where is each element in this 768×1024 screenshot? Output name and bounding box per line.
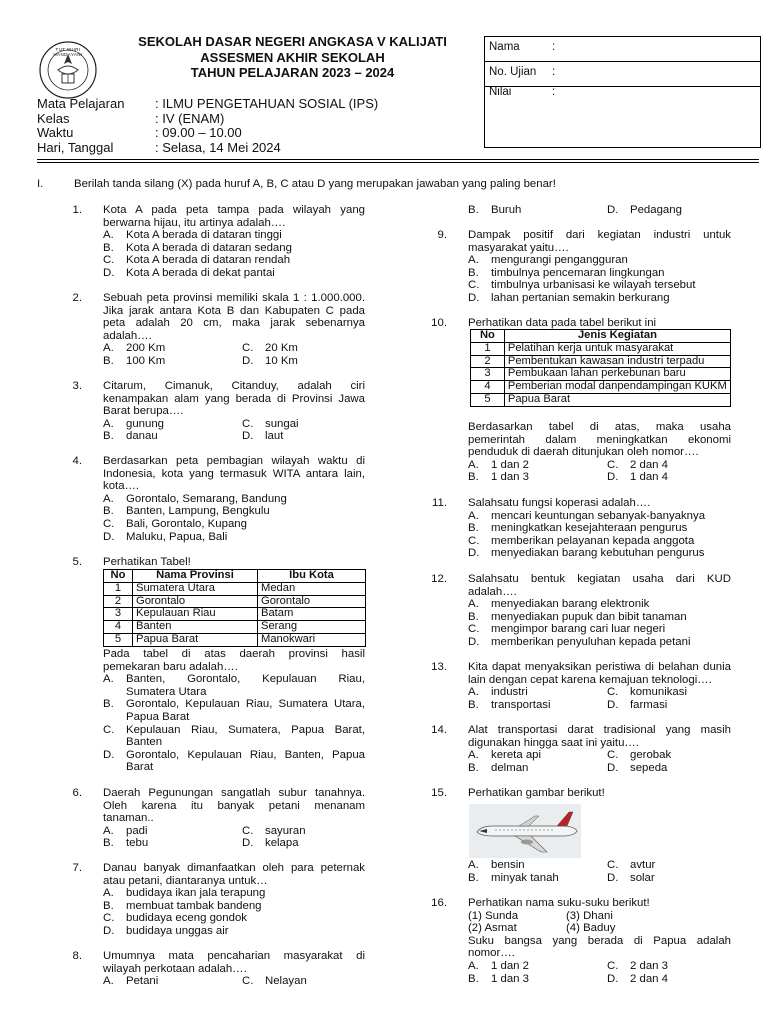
option-text[interactable]: laut <box>265 430 284 443</box>
table-header-row <box>471 330 731 343</box>
table-cell: 5 <box>471 393 505 406</box>
option-letter[interactable]: D. <box>607 204 619 216</box>
option-letter[interactable]: B. <box>468 761 479 774</box>
option-text[interactable]: mengurangi pengangguran <box>491 254 628 267</box>
option-text[interactable]: Sumatera Utara <box>126 685 207 698</box>
question-text: Danau banyak dimanfaatkan oleh para peternak <box>103 862 365 874</box>
meta-label: Hari, Tanggal <box>37 139 114 155</box>
option-text[interactable]: Barat <box>126 761 154 774</box>
question-text: digunakan hingga saat ini yaitu…. <box>468 736 639 749</box>
question-text: Kita dapat menyaksikan peristiwa di belahan dunia <box>468 661 731 673</box>
table-cell: 1 <box>104 582 133 595</box>
option-text[interactable]: Papua Barat <box>126 711 190 723</box>
table-header: No <box>471 330 505 343</box>
option-letter[interactable]: D. <box>468 547 480 560</box>
option-letter[interactable]: A. <box>103 824 114 837</box>
option-letter[interactable]: C. <box>607 960 619 972</box>
option-text[interactable]: komunikasi <box>630 686 687 699</box>
option-text[interactable]: Pedagang <box>630 204 682 216</box>
table-cell: Pemberian modal danpendampingan KUKM <box>504 381 730 394</box>
option-letter[interactable]: D. <box>242 837 254 850</box>
option-text[interactable]: Kota A berada di dataran sedang <box>126 241 292 254</box>
table-row <box>104 621 366 634</box>
option-text[interactable]: avtur <box>630 859 656 871</box>
option-letter[interactable]: A. <box>468 859 479 871</box>
question-text: kenampakan alam yang berada di Provinsi Jawa <box>103 392 365 405</box>
option-text[interactable]: mencari keuntungan sebanyak-banyaknya <box>491 509 706 522</box>
question-text: pemekaran baru adalah…. <box>103 660 238 673</box>
table-cell: 3 <box>471 368 505 381</box>
option-text[interactable]: menyediakan barang kebutuhan pengurus <box>491 547 705 560</box>
question-text: wilayah perkotaan adalah…. <box>103 962 247 975</box>
option-text[interactable]: Bali, Gorontalo, Kupang <box>126 518 247 530</box>
option-letter[interactable]: B. <box>103 505 114 518</box>
academic-year: TAHUN PELAJARAN 2023 – 2024 <box>190 65 395 80</box>
option-text[interactable]: sungai <box>265 417 299 430</box>
option-letter[interactable]: D. <box>607 871 619 884</box>
option-letter[interactable]: C. <box>607 458 619 471</box>
option-letter[interactable]: A. <box>103 887 114 900</box>
option-letter[interactable]: B. <box>103 355 114 367</box>
option-text[interactable]: kereta api <box>491 749 542 762</box>
table-header: Nama Provinsi <box>133 570 258 583</box>
meta-value: : ILMU PENGETAHUAN SOSIAL (IPS) <box>155 96 379 111</box>
option-text[interactable]: 2 dan 4 <box>630 972 669 985</box>
option-text[interactable]: solar <box>630 871 655 884</box>
option-text[interactable]: farmasi <box>630 698 668 711</box>
option-letter[interactable]: D. <box>607 698 619 711</box>
question-text: Dampak positif dari kegiatan industri untuk <box>468 229 731 241</box>
question-number: 3. <box>72 380 82 392</box>
exam-meta <box>37 97 477 155</box>
option-text[interactable]: timbulnya pencemaran lingkungan <box>491 266 665 279</box>
question-text: Barat berupa…. <box>103 405 184 418</box>
option-letter[interactable]: C. <box>242 342 254 355</box>
question-number: 7. <box>72 862 82 874</box>
table-cell: 4 <box>104 621 133 634</box>
question-text: Salahsatu bentuk kegiatan usaha dari KUD <box>468 573 731 585</box>
option-text[interactable]: Banten, Gorontalo, Kepulauan Riau, <box>126 673 365 686</box>
option-letter[interactable]: A. <box>103 417 114 430</box>
option-text[interactable]: 1 dan 4 <box>630 471 669 484</box>
option-letter[interactable]: B. <box>468 698 479 711</box>
question-text: peta adalah 20 cm, maka jarak sebenarnya <box>103 317 365 330</box>
option-letter[interactable]: C. <box>242 975 254 988</box>
question-text: adalah…. <box>103 329 152 342</box>
option-letter[interactable]: B. <box>103 698 114 711</box>
option-text[interactable]: 2 dan 3 <box>630 960 669 972</box>
option-letter[interactable]: A. <box>468 509 479 522</box>
option-text[interactable]: Maluku, Papua, Bali <box>126 530 228 543</box>
meta-label: Waktu <box>37 125 74 141</box>
list-item: (2) Asmat <box>468 922 517 935</box>
question-text: kota…. <box>103 480 140 493</box>
question-text: Pada tabel di atas daerah provinsi hasil <box>103 648 365 660</box>
meta-value: : Selasa, 14 Mei 2024 <box>155 139 281 155</box>
question-number: 1. <box>72 204 82 216</box>
option-letter[interactable]: D. <box>103 925 115 937</box>
list-item: (1) Sunda <box>468 909 519 922</box>
table-row <box>104 595 366 608</box>
option-text[interactable]: Kota A berada di dekat pantai <box>126 267 275 279</box>
option-text[interactable]: menyediakan pupuk dan bibit tanaman <box>491 610 687 623</box>
option-letter[interactable]: B. <box>468 871 479 884</box>
option-letter[interactable]: B. <box>468 266 479 279</box>
option-text[interactable]: timbulnya urbanisasi ke wilayah tersebut <box>491 279 696 292</box>
table-cell: Batam <box>258 608 366 621</box>
question-text: tanaman.. <box>103 812 154 825</box>
option-letter[interactable]: D. <box>103 530 115 543</box>
option-text[interactable]: 1 dan 2 <box>491 960 530 972</box>
exam-title: ASSESMEN AKHIR SEKOLAH <box>200 49 385 65</box>
score-field[interactable]: Nilai : <box>489 86 556 98</box>
option-text[interactable]: lahan pertanian semakin berkurang <box>491 292 670 304</box>
option-letter[interactable]: D. <box>242 355 254 367</box>
table-cell: Medan <box>258 582 366 595</box>
option-letter[interactable]: C. <box>242 824 254 837</box>
table-cell: 3 <box>104 608 133 621</box>
question-text: Sebuah peta provinsi memiliki skala 1 : 1.000.000. <box>103 292 365 304</box>
option-letter[interactable]: C. <box>468 534 480 547</box>
question-number: 10. <box>431 317 447 329</box>
table-row <box>471 381 731 394</box>
table-cell: Gorontalo <box>133 595 258 608</box>
option-text[interactable]: meningkatkan kesejahteraan pengurus <box>491 522 688 535</box>
option-text[interactable]: membuat tambak bandeng <box>126 899 262 912</box>
option-text[interactable]: Kota A berada di dataran rendah <box>126 254 291 267</box>
option-text[interactable]: Banten <box>126 736 163 749</box>
option-letter[interactable]: B. <box>103 241 114 254</box>
question-text: masyarakat yaitu…. <box>468 241 569 254</box>
question-number: 11. <box>432 497 447 509</box>
question-text: Daerah Pegunungan sangatlah subur tanahnya. <box>103 787 365 799</box>
question-text: Indonesia, kota yang termasuk WITA antara lain, <box>103 467 365 480</box>
table-cell: Pembukaan lahan perkebunan baru <box>504 368 730 381</box>
question-number: 14. <box>431 724 447 736</box>
table-row <box>471 342 731 355</box>
airplane-image <box>469 804 581 858</box>
option-text[interactable]: 20 Km <box>265 342 298 355</box>
option-text[interactable]: Banten, Lampung, Bengkulu <box>126 505 270 518</box>
list-item: (3) Dhani <box>566 909 613 922</box>
header-divider <box>37 162 759 163</box>
question-text: Alat transportasi darat tradisional yang masih <box>468 724 731 736</box>
list-item: (4) Baduy <box>566 922 616 935</box>
question-text: Citarum, Cimanuk, Citanduy, adalah ciri <box>103 380 365 392</box>
question-text: lain dengan cepat karena kemajuan teknologi…. <box>468 673 712 686</box>
section-instruction: Berilah tanda silang (X) pada huruf A, B, C atau D yang merupakan jawaban yang paling benar! <box>74 178 556 190</box>
option-text[interactable]: 100 Km <box>126 355 166 367</box>
header-divider <box>37 159 759 160</box>
option-text[interactable]: industri <box>491 686 528 699</box>
table-row <box>471 368 731 381</box>
option-text[interactable]: Kota A berada di dataran tinggi <box>126 229 282 242</box>
question-text: Perhatikan gambar berikut! <box>468 787 605 799</box>
activity-table <box>470 329 731 407</box>
option-text[interactable]: budidaya ikan jala terapung <box>126 887 266 900</box>
option-text[interactable]: 200 Km <box>126 342 166 355</box>
school-header <box>100 34 485 81</box>
option-text[interactable]: sayuran <box>265 824 306 837</box>
option-letter[interactable]: A. <box>468 458 479 471</box>
option-letter[interactable]: D. <box>103 267 115 279</box>
question-number: 4. <box>72 455 82 467</box>
table-cell: 5 <box>104 633 133 646</box>
question-text: Perhatikan nama suku-suku berikut! <box>468 897 650 909</box>
province-table <box>103 569 366 647</box>
option-letter[interactable]: D. <box>103 748 115 761</box>
question-number: 2. <box>72 292 82 304</box>
table-cell: 2 <box>104 595 133 608</box>
table-cell: Papua Barat <box>504 393 730 406</box>
table-cell: Pelatihan kerja untuk masyarakat <box>504 342 730 355</box>
option-text[interactable]: minyak tanah <box>491 871 559 884</box>
question-text: pemerintah dalam meningkatkan ekonomi <box>468 433 731 446</box>
option-letter[interactable]: A. <box>103 492 114 505</box>
option-letter[interactable]: C. <box>607 686 619 699</box>
table-header-row <box>104 570 366 583</box>
question-text: Kota A pada peta tampa pada wilayah yang <box>103 204 365 216</box>
option-letter[interactable]: B. <box>468 204 479 216</box>
student-id-box <box>484 36 761 148</box>
option-letter[interactable]: B. <box>468 610 479 623</box>
option-text[interactable]: padi <box>126 824 148 837</box>
meta-label: Kelas <box>37 110 70 126</box>
question-number: 5. <box>72 556 82 568</box>
table-cell: 2 <box>471 355 505 368</box>
option-text[interactable]: kelapa <box>265 837 299 850</box>
question-text: atau petani, diantaranya untuk… <box>103 874 268 887</box>
question-number: 6. <box>72 787 82 799</box>
option-letter[interactable]: A. <box>468 960 479 972</box>
meta-label: Mata Pelajaran <box>37 96 125 111</box>
question-text: Perhatikan data pada tabel berikut ini <box>468 317 657 329</box>
option-letter[interactable]: C. <box>103 723 115 736</box>
option-text[interactable]: memberikan pelayanan kepada anggota <box>491 534 695 547</box>
option-text[interactable]: 1 dan 2 <box>491 458 530 471</box>
table-row <box>104 633 366 646</box>
option-letter[interactable]: A. <box>468 598 479 611</box>
question-text: Berdasarkan tabel di atas, maka usaha <box>468 421 731 433</box>
option-letter[interactable]: B. <box>103 899 114 912</box>
option-text[interactable]: 2 dan 4 <box>630 458 669 471</box>
option-letter[interactable]: A. <box>468 749 479 762</box>
option-text[interactable]: Gorontalo, Kepulauan Riau, Sumatera Utara, <box>126 698 365 711</box>
table-cell: Sumatera Utara <box>133 582 258 595</box>
option-letter[interactable]: D. <box>468 636 480 648</box>
option-letter[interactable]: C. <box>468 279 480 292</box>
exam-number-field[interactable]: No. Ujian : <box>485 62 760 87</box>
option-letter[interactable]: A. <box>468 254 479 267</box>
option-letter[interactable]: D. <box>242 430 254 443</box>
option-letter[interactable]: C. <box>607 859 619 871</box>
option-letter[interactable]: D. <box>607 972 619 985</box>
option-text[interactable]: Gorontalo, Semarang, Bandung <box>126 492 287 505</box>
option-text[interactable]: gunung <box>126 417 165 430</box>
option-text[interactable]: budidaya unggas air <box>126 925 229 937</box>
option-text[interactable]: transportasi <box>491 698 551 711</box>
option-letter[interactable]: A. <box>103 342 114 355</box>
table-cell: Manokwari <box>258 633 366 646</box>
option-letter[interactable]: B. <box>103 837 114 850</box>
option-letter[interactable]: C. <box>103 518 115 530</box>
question-number: 13. <box>431 661 447 673</box>
question-text: berwarna hijau, itu artinya adalah…. <box>103 216 286 229</box>
table-header: Jenis Kegiatan <box>504 330 730 343</box>
option-letter[interactable]: C. <box>103 912 115 925</box>
option-text[interactable]: menyediakan barang elektronik <box>491 598 650 611</box>
option-text[interactable]: Petani <box>126 975 159 988</box>
question-text: Oleh karena itu banyak petani menanam <box>103 799 365 812</box>
option-text[interactable]: Buruh <box>491 204 522 216</box>
table-cell: Serang <box>258 621 366 634</box>
table-header: Ibu Kota <box>258 570 366 583</box>
option-letter[interactable]: C. <box>242 417 254 430</box>
meta-value: : IV (ENAM) <box>155 110 225 126</box>
question-number: 8. <box>72 950 82 962</box>
table-cell: Pembentukan kawasan industri terpadu <box>504 355 730 368</box>
table-cell: 4 <box>471 381 505 394</box>
option-text[interactable]: tebu <box>126 837 149 850</box>
option-letter[interactable]: A. <box>103 229 114 242</box>
option-text[interactable]: mengimpor barang cari luar negeri <box>491 623 666 636</box>
option-text[interactable]: 1 dan 3 <box>491 471 530 484</box>
option-letter[interactable]: D. <box>607 471 619 484</box>
name-field[interactable]: Nama : <box>485 37 760 62</box>
option-letter[interactable]: A. <box>103 975 114 988</box>
table-row <box>471 393 731 406</box>
question-text: Jika jarak antara Kota B dan Kabupaten C pada <box>103 304 365 317</box>
question-text: Perhatikan Tabel! <box>103 556 191 568</box>
table-cell: 1 <box>471 342 505 355</box>
option-letter[interactable]: A. <box>103 673 114 686</box>
question-number: 12. <box>431 573 447 585</box>
table-cell: Banten <box>133 621 258 634</box>
option-letter[interactable]: D. <box>468 292 480 304</box>
question-text: Suku bangsa yang berada di Papua adalah <box>468 934 731 947</box>
question-text: Umumnya mata pencaharian masyarakat di <box>103 950 365 962</box>
question-number: 9. <box>437 229 447 241</box>
table-cell: Kepulauan Riau <box>133 608 258 621</box>
option-letter[interactable]: D. <box>607 761 619 774</box>
option-text[interactable]: budidaya eceng gondok <box>126 912 247 925</box>
option-text[interactable]: gerobak <box>630 749 672 762</box>
option-text[interactable]: danau <box>126 430 158 443</box>
option-text[interactable]: Gorontalo, Kepulauan Riau, Banten, Papua <box>126 748 365 761</box>
meta-value: : 09.00 – 10.00 <box>155 125 242 141</box>
table-row <box>104 608 366 621</box>
option-text[interactable]: bensin <box>491 859 525 871</box>
option-text[interactable]: sepeda <box>630 761 668 774</box>
question-number: 15. <box>431 787 447 799</box>
table-row <box>104 582 366 595</box>
school-logo <box>38 40 98 102</box>
option-text[interactable]: memberikan penyuluhan kepada petani <box>491 636 691 648</box>
option-text[interactable]: 1 dan 3 <box>491 972 530 985</box>
option-letter[interactable]: C. <box>468 623 480 636</box>
school-name: SEKOLAH DASAR NEGERI ANGKASA V KALIJATI <box>138 34 447 49</box>
option-text[interactable]: delman <box>491 761 529 774</box>
option-letter[interactable]: B. <box>103 430 114 443</box>
table-header: No <box>104 570 133 583</box>
option-text[interactable]: Kepulauan Riau, Sumatera, Papua Barat, <box>126 723 365 736</box>
question-text: penduduk di daerah ditunjukan oleh nomor…. <box>468 446 699 459</box>
question-number: 16. <box>431 897 447 909</box>
section-number: I. <box>37 178 44 190</box>
table-cell: Gorontalo <box>258 595 366 608</box>
option-letter[interactable]: B. <box>468 972 479 985</box>
question-text: nomor…. <box>468 947 515 960</box>
option-letter[interactable]: C. <box>607 749 619 762</box>
logo-motto: TUT WURI HANDAYANI <box>53 47 83 57</box>
question-text: Salahsatu fungsi koperasi adalah…. <box>468 497 651 509</box>
question-text: adalah…. <box>468 585 517 598</box>
option-letter[interactable]: B. <box>468 471 479 484</box>
question-text: Berdasarkan peta pembagian wilayah waktu di <box>103 455 365 467</box>
table-row <box>471 355 731 368</box>
option-letter[interactable]: B. <box>468 522 479 535</box>
option-text[interactable]: Nelayan <box>265 975 307 988</box>
option-letter[interactable]: A. <box>468 686 479 699</box>
table-cell: Papua Barat <box>133 633 258 646</box>
option-text[interactable]: 10 Km <box>265 355 298 367</box>
option-letter[interactable]: C. <box>103 254 115 267</box>
